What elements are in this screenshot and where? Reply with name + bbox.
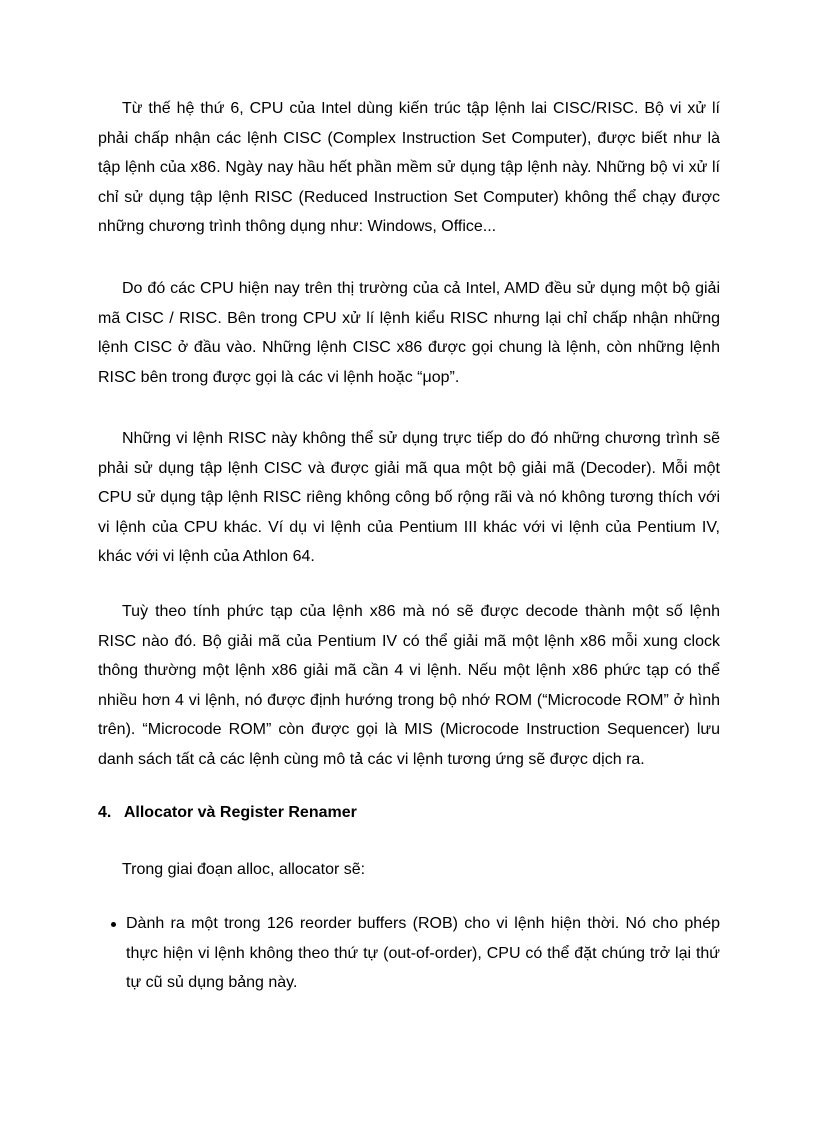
list-item [126, 909, 720, 998]
paragraph-microcode-rom: Tuỳ theo tính phức tạp của lệnh x86 mà nó sẽ được decode thành một số lệnh RISC nào đó. Bộ giải mã của Pentium IV có thể giải mã một lệnh x86 mỗi xung clock thông thường một lệnh x86 giải mã cần 4 vi lệnh. Nếu một lệnh x86 phức tạp có thể nhiều hơn 4 vi lệnh, nó được định hướng trong bộ nhớ ROM (“Microcode ROM” ở hình trên). “Microcode ROM” còn được gọi là MIS (Microcode Instruction Sequencer) lưu danh sách tất cả các lệnh cùng mô tả các vi lệnh tương ứng sẽ được dịch ra. [98, 603, 720, 768]
section-number: 4. [98, 804, 112, 821]
list-item-text: Dành ra một trong 126 reorder buffers (ROB) cho vi lệnh hiện thời. Nó cho phép thực hiện vi lệnh không theo thứ tự (out-of-order), CPU có thể đặt chúng trở lại thứ tự cũ sủ dụng bảng này. [126, 915, 720, 992]
bullet-icon [111, 922, 116, 927]
paragraph-cisc-risc-decoder: Do đó các CPU hiện nay trên thị trường của cả Intel, AMD đều sử dụng một bộ giải mã CISC / RISC. Bên trong CPU xử lí lệnh kiểu RISC nhưng lại chỉ chấp nhận những lệnh CISC ở đầu vào. Những lệnh CISC x86 được gọi chung là lệnh, còn những lệnh RISC bên trong được gọi là các vi lệnh hoặc “μop”. [98, 280, 720, 386]
paragraph-risc-microops: Những vi lệnh RISC này không thể sử dụng trực tiếp do đó những chương trình sẽ phải sử dụng tập lệnh CISC và được giải mã qua một bộ giải mã (Decoder). Mỗi một CPU sử dụng tập lệnh RISC riêng không công bố rộng rãi và nó không tương thích với vi lệnh của CPU khác. Ví dụ vi lệnh của Pentium III khác với vi lệnh của Pentium IV, khác với vi lệnh của Athlon 64. [98, 430, 720, 566]
section-intro: Trong giai đoạn alloc, allocator sẽ: [122, 861, 366, 878]
paragraph-cisc-risc-hybrid: Từ thế hệ thứ 6, CPU của Intel dùng kiến trúc tập lệnh lai CISC/RISC. Bộ vi xử lí phải chấp nhận các lệnh CISC (Complex Instruction Set Computer), được biết như là tập lệnh của x86. Ngày nay hầu hết phần mềm sử dụng tập lệnh này. Những bộ vi xử lí chỉ sử dụng tập lệnh RISC (Reduced Instruction Set Computer) không thể chạy được những chương trình thông dụng như: Windows, Office... [98, 100, 720, 236]
section-title: Allocator và Register Renamer [123, 804, 357, 821]
section-heading [98, 804, 357, 822]
